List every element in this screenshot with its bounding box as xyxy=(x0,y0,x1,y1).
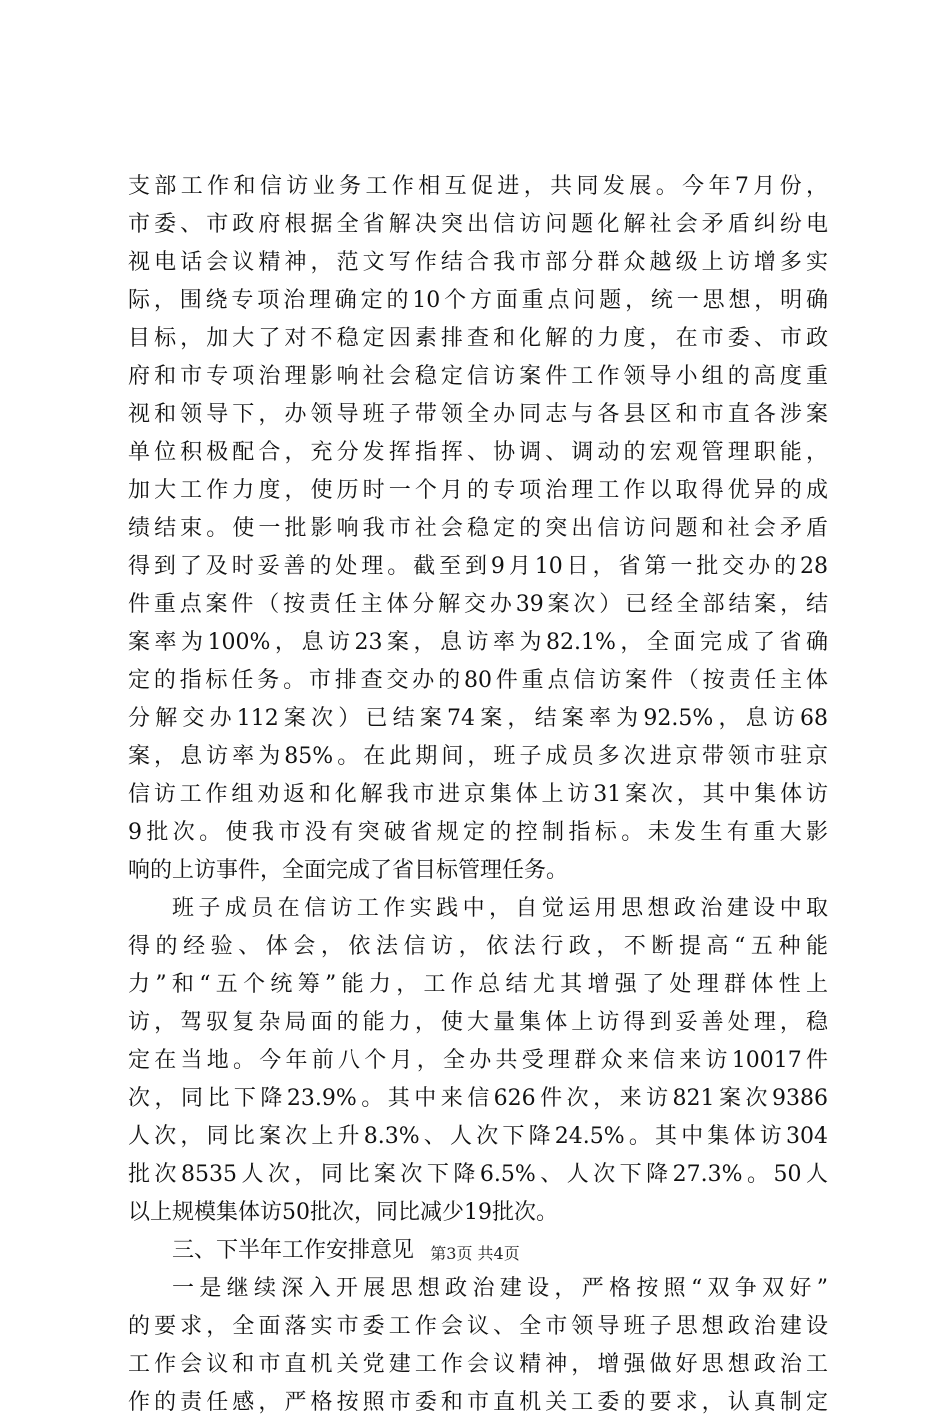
text-line: 人次，同比案次上升8.3%、人次下降24.5%。其中集体访304 xyxy=(128,1124,828,1149)
text-line: 得的经验、体会，依法信访，依法行政，不断提高“五种能 xyxy=(128,934,828,959)
text-line: 单位积极配合，充分发挥指挥、协调、调动的宏观管理职能， xyxy=(128,440,828,465)
text-line: 件重点案件（按责任主体分解交办39案次）已经全部结案，结 xyxy=(128,592,828,617)
text-line: 信访工作组劝返和化解我市进京集体上访31案次，其中集体访 xyxy=(128,782,828,807)
text-line: 视和领导下，办领导班子带领全办同志与各县区和市直各涉案 xyxy=(128,402,828,427)
paragraph-start-line: 一是继续深入开展思想政治建设，严格按照“双争双好” xyxy=(172,1276,828,1301)
text-line: 工作会议和市直机关党建工作会议精神，增强做好思想政治工 xyxy=(128,1352,828,1377)
text-line: 力”和“五个统筹”能力，工作总结尤其增强了处理群体性上 xyxy=(128,972,828,997)
text-line: 批次8535人次，同比案次下降6.5%、人次下降27.3%。50人 xyxy=(128,1162,828,1187)
text-line: 视电话会议精神，范文写作结合我市部分群众越级上访增多实 xyxy=(128,250,828,275)
text-line: 案率为100%，息访23案，息访率为82.1%，全面完成了省确 xyxy=(128,630,828,655)
text-line: 支部工作和信访业务工作相互促进，共同发展。今年7月份， xyxy=(128,174,828,199)
text-line: 次，同比下降23.9%。其中来信626件次，来访821案次9386 xyxy=(128,1086,828,1111)
paragraph-start-line: 班子成员在信访工作实践中，自觉运用思想政治建设中取 xyxy=(172,896,828,921)
text-line: 得到了及时妥善的处理。截至到9月10日，省第一批交办的28 xyxy=(128,554,828,579)
text-line: 府和市专项治理影响社会稳定信访案件工作领导小组的高度重 xyxy=(128,364,828,389)
text-line: 案，息访率为85%。在此期间，班子成员多次进京带领市驻京 xyxy=(128,744,828,769)
document-body xyxy=(128,168,828,1422)
text-line: 分解交办112案次）已结案74案，结案率为92.5%，息访68 xyxy=(128,706,828,731)
text-line: 绩结束。使一批影响我市社会稳定的突出信访问题和社会矛盾 xyxy=(128,516,828,541)
text-line: 的要求，全面落实市委工作会议、全市领导班子思想政治建设 xyxy=(128,1314,828,1339)
text-line: 访，驾驭复杂局面的能力，使大量集体上访得到妥善处理，稳 xyxy=(128,1010,828,1035)
text-line: 9批次。使我市没有突破省规定的控制指标。未发生有重大影 xyxy=(128,820,828,845)
page-footer: 第3页 共4页 xyxy=(430,1244,520,1263)
text-line: 市委、市政府根据全省解决突出信访问题化解社会矛盾纠纷电 xyxy=(128,212,828,237)
text-line: 目标，加大了对不稳定因素排查和化解的力度，在市委、市政 xyxy=(128,326,828,351)
text-line: 作的责任感，严格按照市委和市直机关工委的要求，认真制定 xyxy=(128,1390,828,1415)
text-line: 加大工作力度，使历时一个月的专项治理工作以取得优异的成 xyxy=(128,478,828,503)
text-line: 定的指标任务。市排查交办的80件重点信访案件（按责任主体 xyxy=(128,668,828,693)
text-line: 际，围绕专项治理确定的10个方面重点问题，统一思想，明确 xyxy=(128,288,828,313)
text-line: 以上规模集体访50批次，同比减少19批次。 xyxy=(128,1200,558,1225)
section-heading: 三、下半年工作安排意见 xyxy=(172,1238,415,1263)
text-line: 定在当地。今年前八个月，全办共受理群众来信来访10017件 xyxy=(128,1048,828,1073)
text-line: 响的上访事件，全面完成了省目标管理任务。 xyxy=(128,858,569,883)
